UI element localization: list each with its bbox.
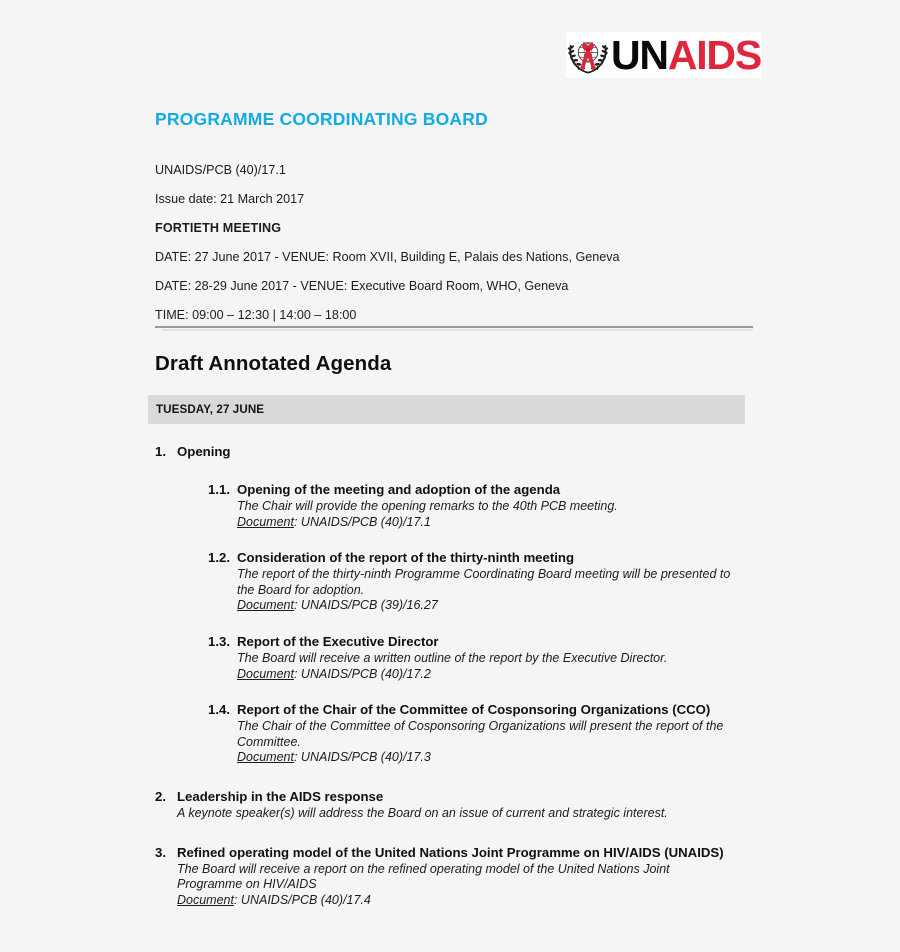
meta-date-venue-2: DATE: 28-29 June 2017 - VENUE: Executive Board Room, WHO, Geneva <box>155 279 569 293</box>
agenda-item-document-ref <box>237 598 745 614</box>
meta-symbol: UNAIDS/PCB (40)/17.1 <box>155 163 286 177</box>
agenda-item-annotation: A keynote speaker(s) will address the Board on an issue of current and strategic interest. <box>177 805 668 820</box>
agenda-item-head <box>155 443 740 460</box>
agenda-item-number: 1.3. <box>208 633 230 649</box>
agenda-item-body <box>237 719 745 766</box>
document-metadata <box>155 163 775 337</box>
meta-issue-date: Issue date: 21 March 2017 <box>155 192 305 206</box>
agenda-item-annotation: The Board will receive a report on the refined operating model of the United Nations Joint Programme on HIV/AIDS <box>177 861 670 892</box>
meta-date-venue-1: DATE: 27 June 2017 - VENUE: Room XVII, Building E, Palais des Nations, Geneva <box>155 250 620 264</box>
agenda-item-annotation: The Board will receive a written outline of the report by the Executive Director. <box>237 650 668 665</box>
agenda-item <box>0 788 900 822</box>
agenda-item-title: Refined operating model of the United Nations Joint Programme on HIV/AIDS (UNAIDS) <box>177 844 724 860</box>
agenda-item <box>0 443 900 460</box>
agenda-item-number: 1.2. <box>208 550 230 566</box>
document-label: Document <box>237 666 294 681</box>
agenda-item-title: Opening of the meeting and adoption of the agenda <box>237 482 561 497</box>
agenda-item-body <box>237 567 745 614</box>
agenda-item-number: 1.4. <box>208 702 230 718</box>
agenda-item-annotation: The Chair of the Committee of Cosponsoring Organizations will present the report of the Committee. <box>237 719 724 749</box>
agenda-item <box>0 481 900 530</box>
agenda-item-head <box>208 481 745 498</box>
agenda-item-document-ref <box>237 750 745 766</box>
un-laurel-wreath-aids-ribbon-icon <box>566 33 610 77</box>
unaids-wordmark <box>611 33 761 77</box>
agenda-item-document-ref <box>177 893 720 909</box>
agenda-item-title: Leadership in the AIDS response <box>177 788 384 804</box>
agenda-item-list <box>0 443 900 908</box>
meta-time: TIME: 09:00 – 12:30 | 14:00 – 18:00 <box>155 308 357 322</box>
day-banner <box>148 395 745 424</box>
agenda-item-head <box>155 844 740 861</box>
document-label: Document <box>237 750 294 765</box>
page-title: PROGRAMME COORDINATING BOARD <box>155 109 488 129</box>
horizontal-divider <box>155 326 753 328</box>
agenda-item-body <box>237 499 745 530</box>
agenda-item-head <box>208 701 745 718</box>
agenda-item-annotation: The Chair will provide the opening remarks to the 40th PCB meeting. <box>237 499 618 513</box>
wordmark-aids: AIDS <box>667 32 761 78</box>
agenda-heading: Draft Annotated Agenda <box>155 352 392 375</box>
agenda-item-head <box>155 788 740 805</box>
agenda-item-body <box>237 651 745 682</box>
agenda-item <box>0 633 900 682</box>
document-symbol: : UNAIDS/PCB (40)/17.3 <box>293 750 431 765</box>
day-banner-label: TUESDAY, 27 JUNE <box>156 403 265 416</box>
unaids-logo <box>566 32 761 78</box>
agenda-item-number: 1. <box>155 444 166 459</box>
document-label: Document <box>177 892 234 907</box>
horizontal-divider-shadow <box>162 329 753 331</box>
agenda-item-body <box>177 862 740 909</box>
agenda-item <box>0 844 900 909</box>
agenda-item-title: Report of the Executive Director <box>237 633 439 649</box>
agenda-item <box>0 549 900 614</box>
agenda-item-document-ref <box>237 667 745 683</box>
agenda-item-annotation: The report of the thirty-ninth Programme Coordinating Board meeting will be presented to the Board for adoption. <box>237 567 731 597</box>
wordmark-un: UN <box>611 32 668 78</box>
agenda-item-head <box>208 633 745 650</box>
document-label: Document <box>237 514 294 529</box>
agenda-item-document-ref <box>237 515 745 531</box>
document-label: Document <box>237 598 294 613</box>
agenda-item-number: 2. <box>155 788 166 804</box>
agenda-item-title: Consideration of the report of the thirty-ninth meeting <box>237 550 575 566</box>
document-symbol: : UNAIDS/PCB (39)/16.27 <box>293 598 438 613</box>
agenda-item-body <box>177 806 740 822</box>
agenda-item-title: Report of the Chair of the Committee of Cosponsoring Organizations (CCO) <box>237 702 711 718</box>
agenda-item <box>0 701 900 766</box>
meta-meeting-name: FORTIETH MEETING <box>155 221 282 235</box>
agenda-item-title: Opening <box>177 444 231 459</box>
agenda-item-head <box>208 549 745 566</box>
document-symbol: : UNAIDS/PCB (40)/17.1 <box>293 514 431 529</box>
agenda-item-number: 1.1. <box>208 482 230 497</box>
document-symbol: : UNAIDS/PCB (40)/17.2 <box>293 666 431 681</box>
document-symbol: : UNAIDS/PCB (40)/17.4 <box>233 892 371 907</box>
agenda-item-number: 3. <box>155 844 166 860</box>
